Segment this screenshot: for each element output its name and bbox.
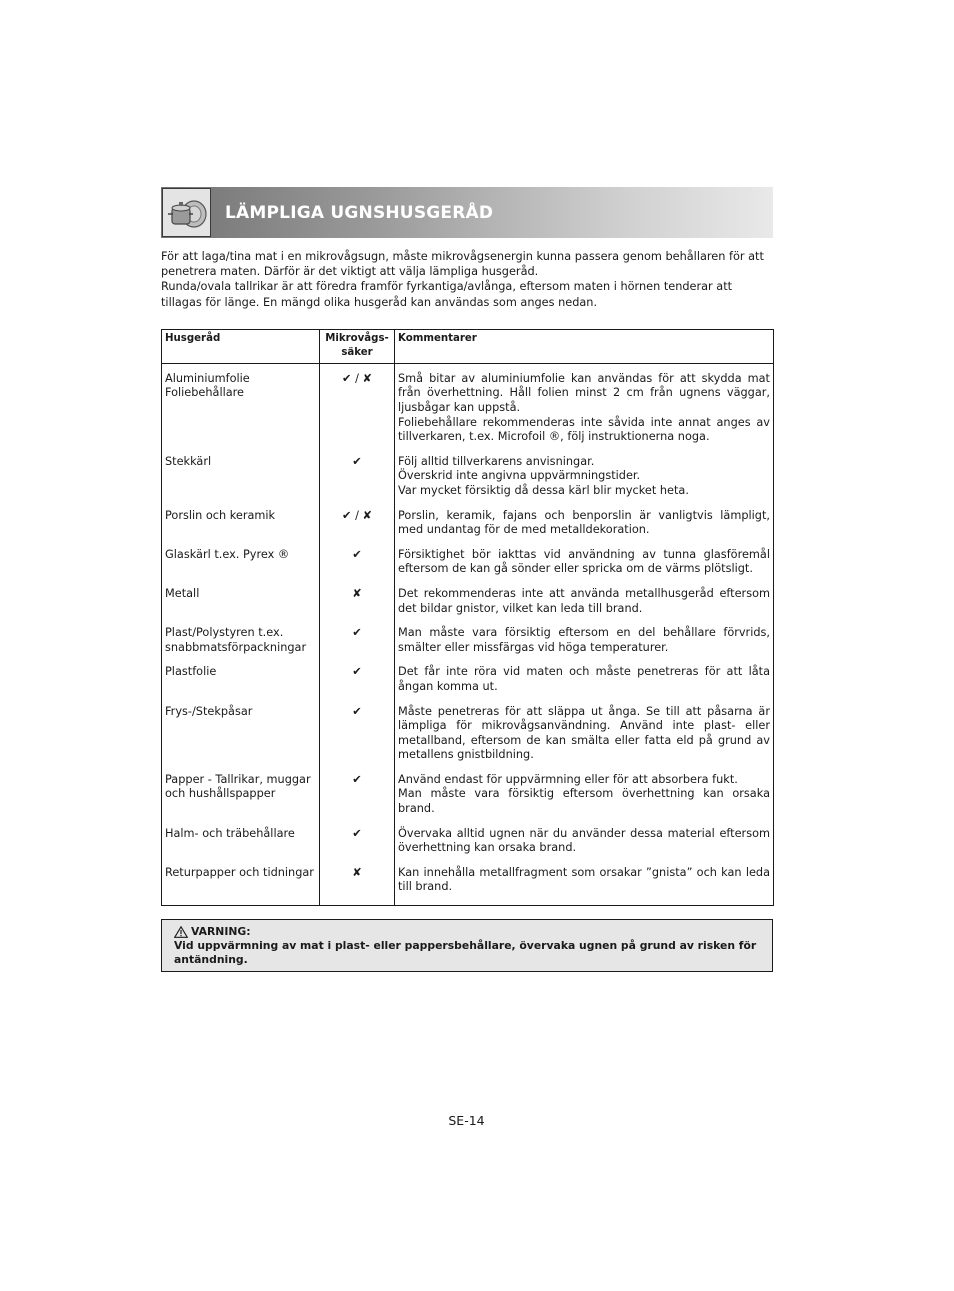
cookware-item: Glaskärl t.ex. Pyrex ® [162, 538, 320, 577]
cookware-item: Papper - Tallrikar, muggar och hushållspapper [162, 763, 320, 817]
comment-cell [395, 655, 774, 694]
comment-cell [395, 445, 774, 499]
comment-line: Porslin, keramik, fajans och benporslin är vanligtvis lämpligt, med undantag för de med metalldekoration. [398, 508, 770, 537]
table-row [162, 763, 774, 817]
cookware-item: Aluminiumfolie Foliebehållare [162, 363, 320, 444]
section-header [161, 187, 773, 238]
page-number: SE-14 [448, 1113, 485, 1128]
comment-line: Man måste vara försiktig eftersom överhettning kan orsaka brand. [398, 787, 770, 816]
microwave-safe-mark: ✔ / ✘ [320, 499, 395, 538]
comment-line: Man måste vara försiktig eftersom en del behållare förvrids, smälter eller missfärgas vid höga temperaturer. [398, 626, 770, 654]
comment-line: Försiktighet bör iakttas vid användning av tunna glasföremål eftersom de kan gå sönder eller spricka om de värms plötsligt. [398, 547, 770, 576]
microwave-safe-mark: ✔ [320, 538, 395, 577]
table-row [162, 499, 774, 538]
comment-cell [395, 856, 774, 906]
comment-line: Kan innehålla metallfragment som orsakar ”gnista” och kan leda till brand. [398, 865, 770, 894]
table-row [162, 538, 774, 577]
comment-line: Överskrid inte angivna uppvärmningstider. [398, 469, 641, 483]
cookware-table [161, 329, 774, 906]
comment-line: Måste penetreras för att släppa ut ånga. Se till att påsarna är lämpliga för mikrovågsanvändning. Använd inte plast- eller metallband, eftersom de kan smälta eller fatta eld på grund av metallens gnistbildning. [398, 704, 770, 762]
column-header-item: Husgeråd [162, 329, 320, 363]
comment-line: Övervaka alltid ugnen när du använder dessa material eftersom överhettning kan orsaka brand. [398, 826, 770, 855]
warning-box [161, 919, 773, 972]
table-body [162, 363, 774, 905]
microwave-safe-mark: ✔ [320, 655, 395, 694]
table-row [162, 817, 774, 856]
cookware-icon [162, 188, 211, 237]
table-row [162, 445, 774, 499]
intro-text [161, 249, 773, 310]
page-title: LÄMPLIGA UGNSHUSGERÅD [225, 202, 494, 223]
cookware-item: Plast/Polystyren t.ex. snabbmatsförpackningar [162, 616, 320, 655]
comment-cell [395, 363, 774, 444]
cookware-item: Porslin och keramik [162, 499, 320, 538]
column-header-safe: Mikrovågs- säker [320, 329, 395, 363]
cookware-item: Stekkärl [162, 445, 320, 499]
microwave-safe-mark: ✔ [320, 817, 395, 856]
cookware-item: Returpapper och tidningar [162, 856, 320, 906]
comment-line: Det rekommenderas inte att använda metallhusgeråd eftersom det bildar gnistor, vilket kan leda till brand. [398, 586, 770, 615]
microwave-safe-mark: ✘ [320, 577, 395, 616]
cookware-item: Plastfolie [162, 655, 320, 694]
table-row [162, 856, 774, 906]
comment-line: Små bitar av aluminiumfolie kan användas för att skydda mat från överhettning. Håll folien minst 2 cm från ugnens väggar, ljusbågar kan uppstå. [398, 371, 770, 414]
cookware-item: Halm- och träbehållare [162, 817, 320, 856]
comment-cell [395, 695, 774, 763]
microwave-safe-mark: ✔ [320, 445, 395, 499]
microwave-safe-mark: ✔ [320, 695, 395, 763]
comment-line: Följ alltid tillverkarens anvisningar. [398, 454, 595, 468]
table-header-row [162, 329, 774, 363]
table-row [162, 695, 774, 763]
comment-line: Foliebehållare rekommenderas inte såvida inte annat anges av tillverkaren, t.ex. Microfoil ®, följ instruktionerna noga. [398, 415, 770, 444]
comment-cell [395, 499, 774, 538]
comment-line: Var mycket försiktig då dessa kärl blir mycket heta. [398, 483, 689, 497]
comment-cell [395, 577, 774, 616]
intro-paragraph-1: För att laga/tina mat i en mikrovågsugn, måste mikrovågsenergin kunna passera genom behållaren för att penetrera maten. Därför är det viktigt att välja lämpliga husgeråd. [161, 250, 764, 279]
microwave-safe-mark: ✔ [320, 616, 395, 655]
cookware-item: Metall [162, 577, 320, 616]
table-row [162, 363, 774, 444]
table-row [162, 577, 774, 616]
comment-cell [395, 538, 774, 577]
microwave-safe-mark: ✔ [320, 763, 395, 817]
intro-paragraph-2: Runda/ovala tallrikar är att föredra framför fyrkantiga/avlånga, eftersom maten i hörnen tenderar att tillagas för länge. En mängd olika husgeråd kan användas som anges nedan. [161, 280, 733, 309]
cookware-item: Frys-/Stekpåsar [162, 695, 320, 763]
warning-triangle-icon [174, 926, 188, 938]
comment-cell [395, 763, 774, 817]
comment-line: Det får inte röra vid maten och måste penetreras för att låta ångan komma ut. [398, 665, 770, 693]
comment-line: Använd endast för uppvärmning eller för att absorbera fukt. [398, 772, 738, 786]
comment-cell [395, 817, 774, 856]
comment-cell [395, 616, 774, 655]
column-header-comments: Kommentarer [395, 329, 774, 363]
table-row [162, 655, 774, 694]
page-content [161, 187, 773, 972]
microwave-safe-mark: ✔ / ✘ [320, 363, 395, 444]
warning-title: VARNING: [191, 925, 251, 939]
microwave-safe-mark: ✘ [320, 856, 395, 906]
table-row [162, 616, 774, 655]
warning-text: Vid uppvärmning av mat i plast- eller pappersbehållare, övervaka ugnen på grund av risken för antändning. [174, 939, 757, 967]
